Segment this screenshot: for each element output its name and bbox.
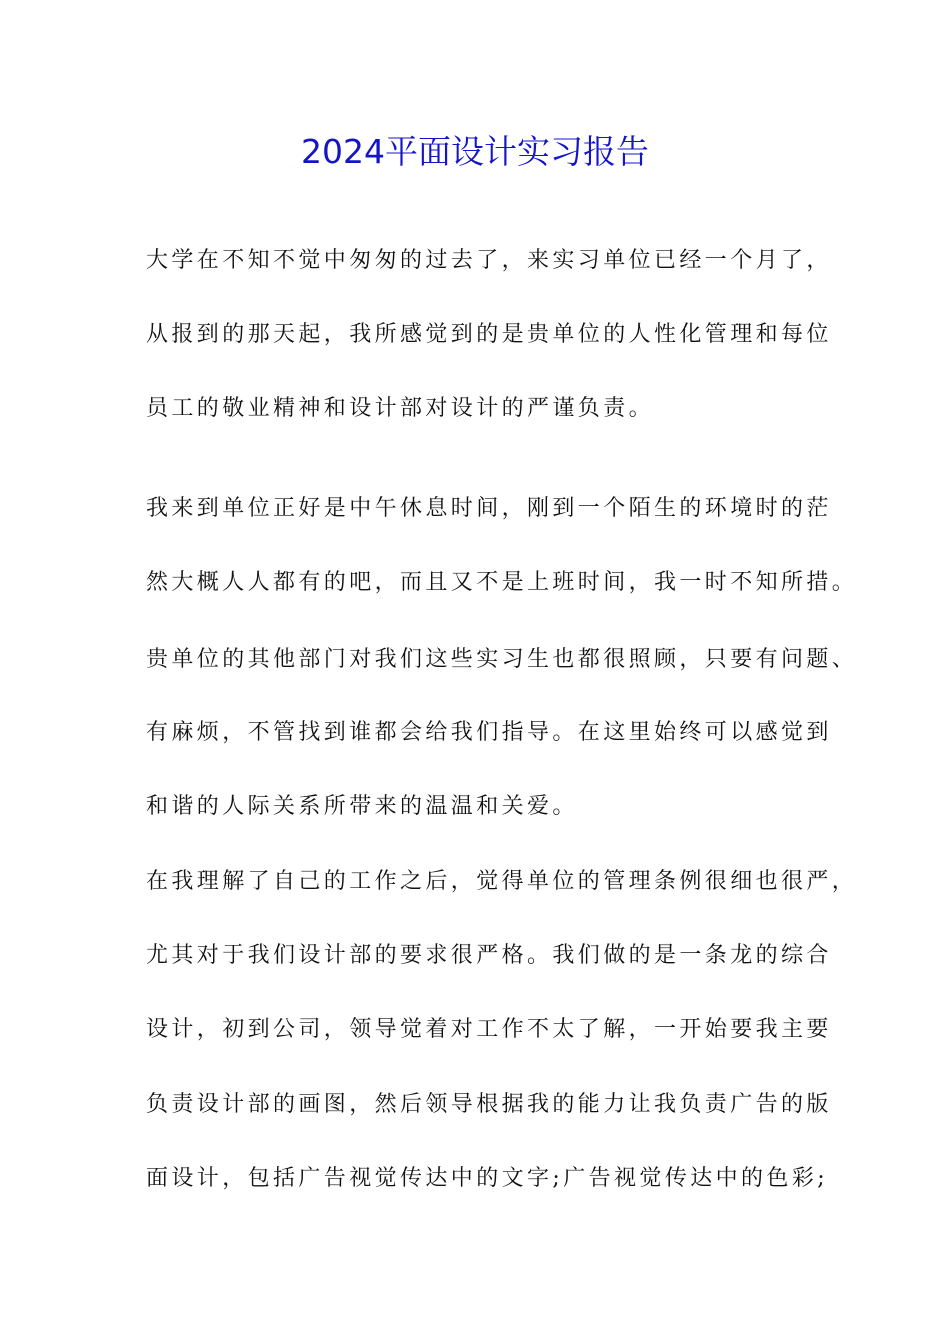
- text-line: 尤其对于我们设计部的要求很严格。我们做的是一条龙的综合: [146, 943, 832, 968]
- text-line: 设计，初到公司，领导觉着对工作不太了解，一开始要我主要: [146, 1017, 832, 1042]
- text-line: 然大概人人都有的吧，而且又不是上班时间，我一时不知所措。: [146, 570, 858, 595]
- text-line: 负责设计部的画图，然后领导根据我的能力让我负责广告的版: [146, 1092, 832, 1117]
- text-line: 在我理解了自己的工作之后，觉得单位的管理条例很细也很严，: [146, 869, 858, 894]
- text-line: 我来到单位正好是中午休息时间，刚到一个陌生的环境时的茫: [146, 496, 832, 521]
- text-line: 贵单位的其他部门对我们这些实习生也都很照顾，只要有问题、: [146, 647, 858, 672]
- document-title: 2024平面设计实习报告: [301, 132, 649, 171]
- text-line: 从报到的那天起，我所感觉到的是贵单位的人性化管理和每位: [146, 322, 832, 347]
- text-line: 和谐的人际关系所带来的温温和关爱。: [146, 794, 578, 819]
- text-line: 面设计，包括广告视觉传达中的文字;广告视觉传达中的色彩;: [146, 1166, 829, 1191]
- text-line: 员工的敬业精神和设计部对设计的严谨负责。: [146, 396, 655, 421]
- text-line: 有麻烦，不管找到谁都会给我们指导。在这里始终可以感觉到: [146, 720, 832, 745]
- text-line: 大学在不知不觉中匆匆的过去了，来实习单位已经一个月了，: [146, 248, 832, 273]
